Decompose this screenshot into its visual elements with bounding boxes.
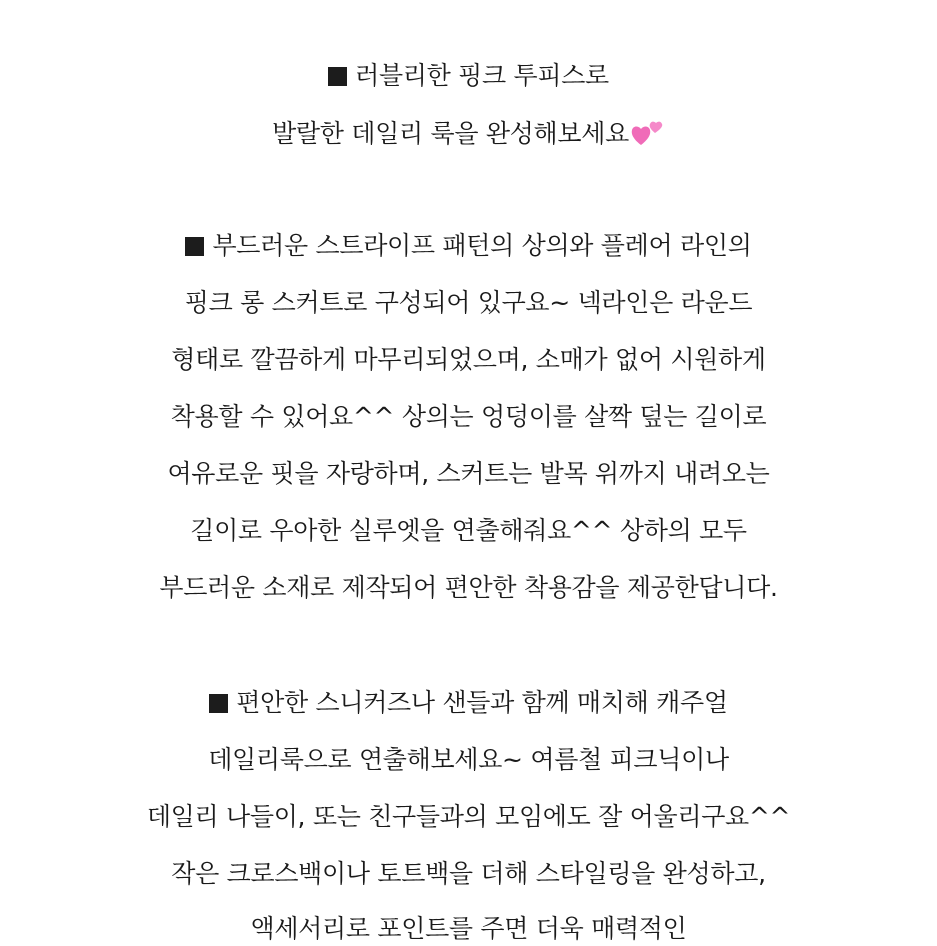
- section2-line3: 형태로 깔끔하게 마무리되었으며, 소매가 없어 시원하게: [171, 345, 766, 374]
- section2-line5: 여유로운 핏을 자랑하며, 스커트는 발목 위까지 내려오는: [167, 459, 770, 488]
- section3-line1: 편안한 스니커즈나 샌들과 함께 매치해 캐주얼: [0, 686, 937, 720]
- section2-line4: 착용할 수 있어요^^ 상의는 엉덩이를 살짝 덮는 길이로: [170, 402, 767, 431]
- black-square-icon: [328, 67, 347, 86]
- section2-line1: 부드러운 스트라이프 패턴의 상의와 플레어 라인의: [0, 229, 937, 263]
- section2-line7: 부드러운 소재로 제작되어 편안한 착용감을 제공한답니다.: [159, 573, 778, 602]
- section3-line5: 액세서리로 포인트를 주면 더욱 매력적인: [250, 914, 687, 943]
- section3-line3: 데일리 나들이, 또는 친구들과의 모임에도 잘 어울리구요^^: [146, 802, 791, 831]
- section2-line2: 핑크 롱 스커트로 구성되어 있구요~ 넥라인은 라운드: [184, 288, 753, 317]
- section3-line4: 작은 크로스백이나 토트백을 더해 스타일링을 완성하고,: [171, 859, 766, 888]
- section2-line6: 길이로 우아한 실루엣을 연출해줘요^^ 상하의 모두: [190, 516, 747, 545]
- black-square-icon: [209, 694, 228, 713]
- section1-line1: 러블리한 핑크 투피스로: [0, 59, 937, 93]
- section3-line2: 데일리룩으로 연출해보세요~ 여름철 피크닉이나: [208, 745, 729, 774]
- black-square-icon: [185, 237, 204, 256]
- two-hearts-icon: [631, 118, 665, 148]
- section1-line2: 발랄한 데일리 룩을 완성해보세요: [0, 117, 937, 151]
